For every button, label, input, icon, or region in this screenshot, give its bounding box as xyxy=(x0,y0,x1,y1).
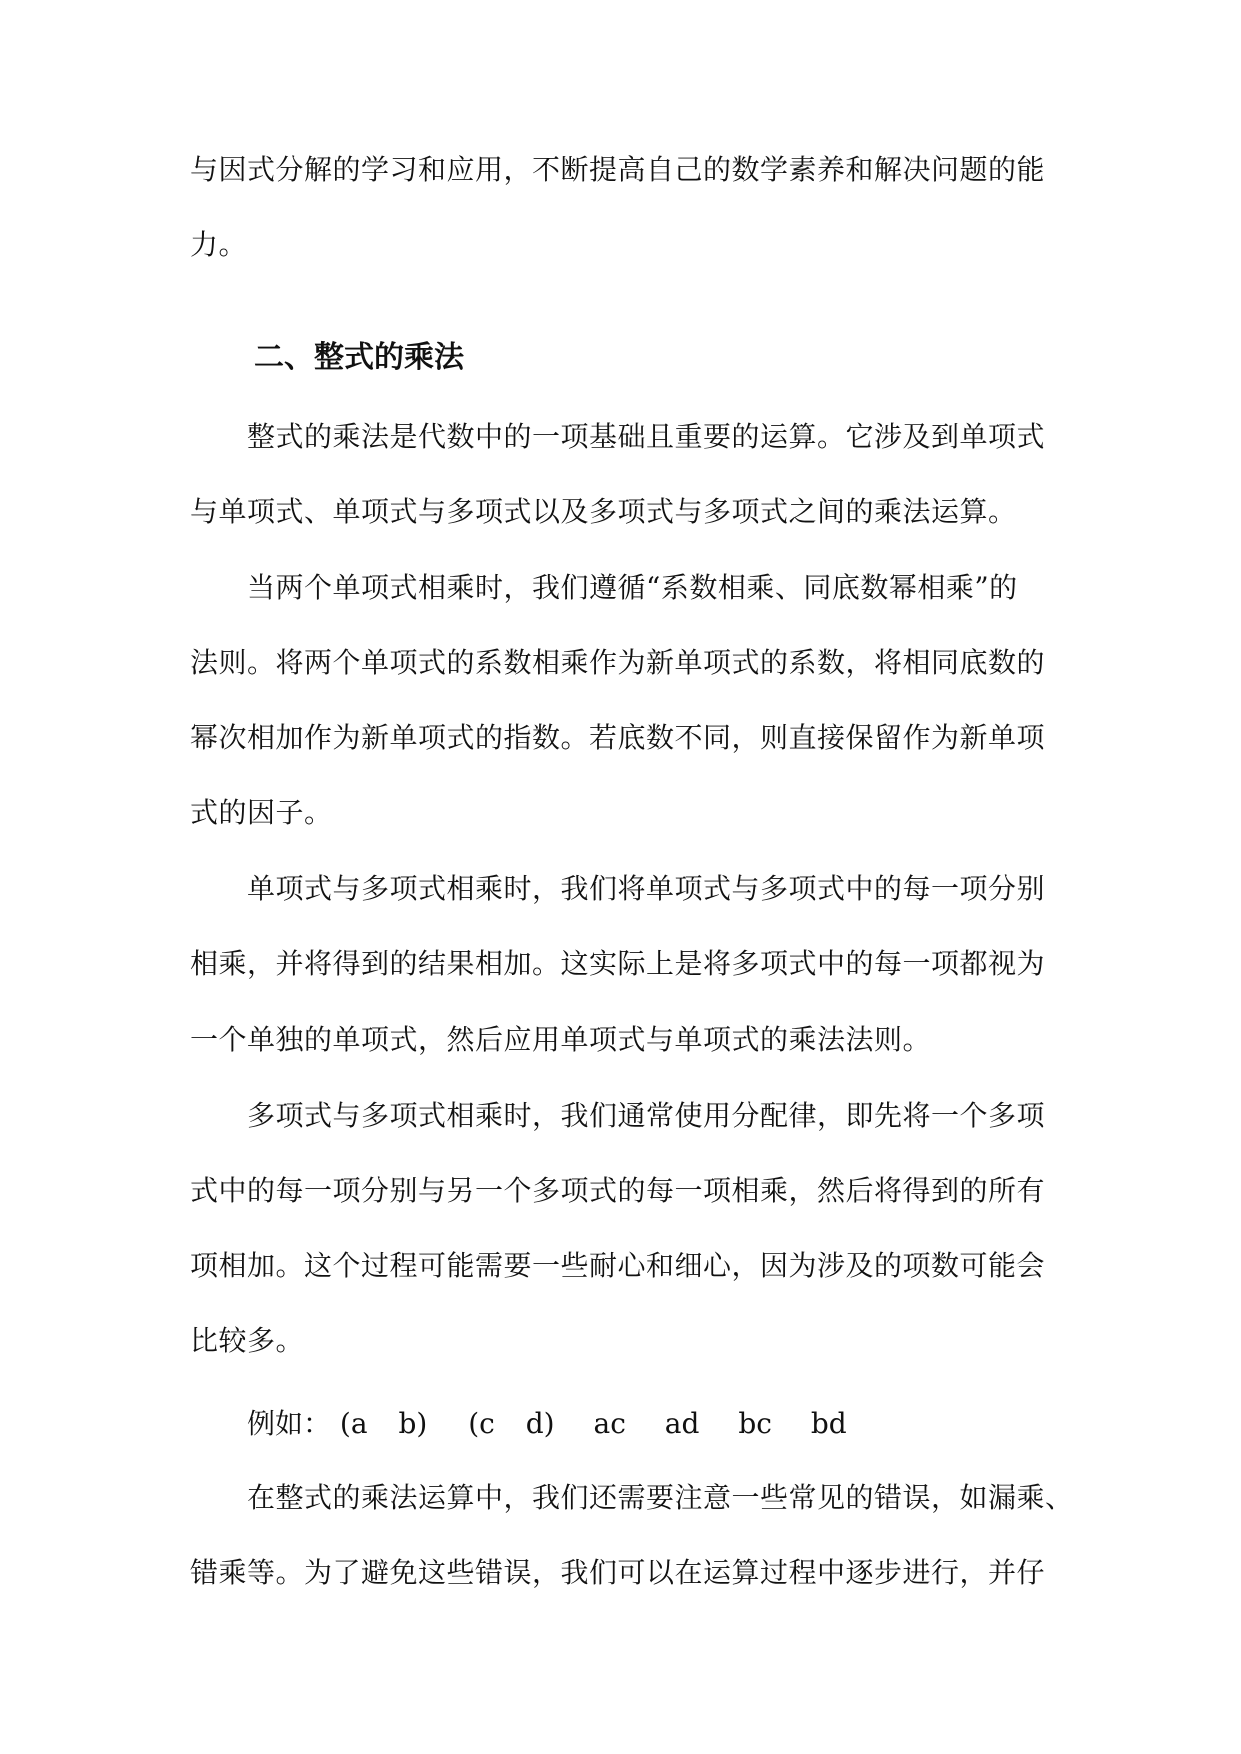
example-label: 例如： xyxy=(247,1407,332,1440)
text-line: 多项式与多项式相乘时，我们通常使用分配律，即先将一个多项 xyxy=(247,1099,1046,1132)
text-line: 与因式分解的学习和应用，不断提高自己的数学素养和解决问题的能 xyxy=(190,153,1046,186)
text-line: 式中的每一项分别与另一个多项式的每一项相乘，然后将得到的所有 xyxy=(190,1174,1046,1207)
example-term: ad xyxy=(664,1407,700,1440)
example-line xyxy=(247,1404,847,1444)
section-heading: 二、整式的乘法 xyxy=(254,340,464,375)
example-term: ac xyxy=(593,1407,626,1440)
text-line: 在整式的乘法运算中，我们还需要注意一些常见的错误，如漏乘、 xyxy=(247,1481,1074,1514)
text-line: 式的因子。 xyxy=(190,796,333,829)
text-line: 项相加。这个过程可能需要一些耐心和细心，因为涉及的项数可能会 xyxy=(190,1249,1046,1282)
text-line: 法则。将两个单项式的系数相乘作为新单项式的系数，将相同底数的 xyxy=(190,646,1046,679)
example-term: bd xyxy=(810,1407,847,1440)
text-line: 相乘，并将得到的结果相加。这实际上是将多项式中的每一项都视为 xyxy=(190,947,1046,980)
example-term: (c xyxy=(468,1407,495,1440)
text-line: 力。 xyxy=(190,228,248,261)
text-line: 单项式与多项式相乘时，我们将单项式与多项式中的每一项分别 xyxy=(247,872,1046,905)
example-term: b) xyxy=(398,1407,428,1440)
text-line: 当两个单项式相乘时，我们遵循“系数相乘、同底数幂相乘”的 xyxy=(247,571,1018,604)
text-line: 错乘等。为了避免这些错误，我们可以在运算过程中逐步进行，并仔 xyxy=(190,1556,1046,1589)
example-term: bc xyxy=(738,1407,772,1440)
text-line: 整式的乘法是代数中的一项基础且重要的运算。它涉及到单项式 xyxy=(247,420,1046,453)
example-term: d) xyxy=(525,1407,555,1440)
text-line: 幂次相加作为新单项式的指数。若底数不同，则直接保留作为新单项 xyxy=(190,721,1046,754)
text-line: 一个单独的单项式，然后应用单项式与单项式的乘法法则。 xyxy=(190,1023,932,1056)
example-term: (a xyxy=(339,1407,368,1440)
text-line: 与单项式、单项式与多项式以及多项式与多项式之间的乘法运算。 xyxy=(190,495,1017,528)
text-line: 比较多。 xyxy=(190,1324,305,1357)
